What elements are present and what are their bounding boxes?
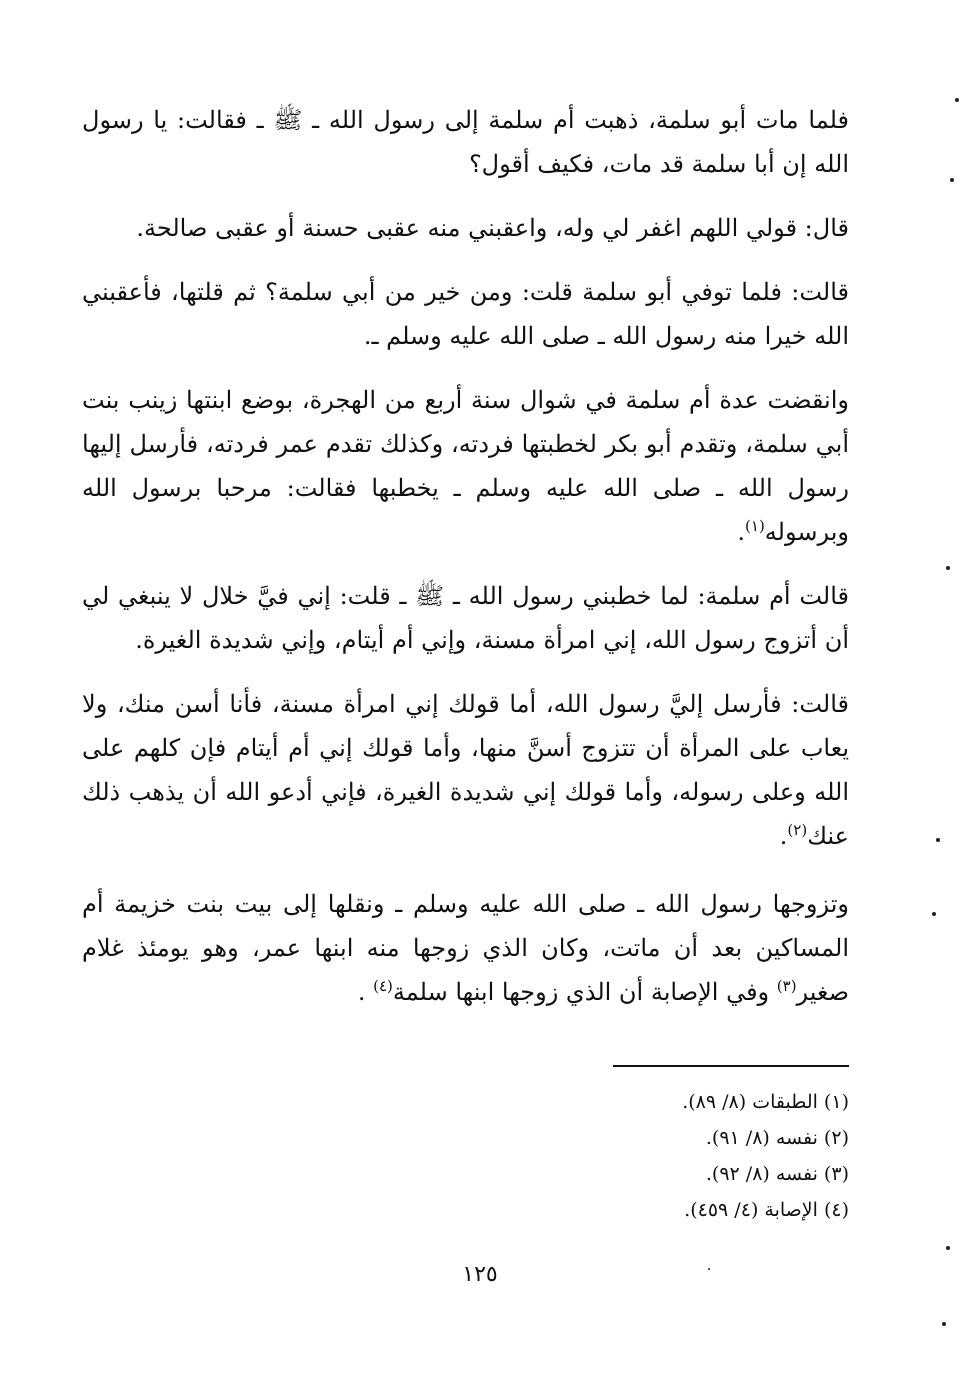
- footnote: (٤) الإصابة (٤/ ٤٥٩).: [684, 1199, 849, 1221]
- paragraph: [82, 882, 849, 1014]
- paragraph-end: .: [779, 822, 788, 850]
- scan-speck: [936, 838, 940, 842]
- main-text: [82, 98, 849, 1034]
- paragraph: [82, 682, 849, 858]
- paragraph-text: قالت: فأرسل إليَّ رسول الله، أما قولك إني امرأة مسنة، فأنا أسن منك، ولا يعاب على المرأة أن تتزوج أسنَّ منها، وأما قولك إني أم أيتام فإن كلهم على الله وعلى رسوله، وأما قولك إني شديدة الغيرة، فإني أدعو الله أن يذهب ذلك عنك: [82, 690, 849, 850]
- paragraph-end: .: [357, 978, 374, 1006]
- footnote: (٢) نفسه (٨/ ٩١).: [705, 1127, 849, 1149]
- scan-speck: [946, 566, 950, 570]
- footnotes: [449, 1084, 849, 1228]
- footnote-marker: (١): [745, 517, 765, 535]
- paragraph-text: وتزوجها رسول الله ـ صلى الله عليه وسلم ـ ونقلها إلى بيت بنت خزيمة أم المساكين بعد أن ماتت، وكان الذي زوجها منه ابنها عمر، وهو يومئذ غلام صغير: [82, 890, 849, 1006]
- footnote: (٣) نفسه (٨/ ٩٢).: [705, 1163, 849, 1185]
- footnote-marker: (٣): [776, 977, 797, 995]
- paragraph: فلما مات أبو سلمة، ذهبت أم سلمة إلى رسول الله ـ ﷺ ـ فقالت: يا رسول الله إن أبا سلمة قد مات، فكيف أقول؟: [82, 106, 849, 178]
- scan-speck: [950, 178, 954, 182]
- paragraph: [82, 378, 849, 554]
- paragraph: قالت: فلما توفي أبو سلمة قلت: ومن خير من أبي سلمة؟ ثم قلتها، فأعقبني الله خيرا منه رسول الله ـ صلى الله عليه وسلم ـ.: [82, 278, 849, 350]
- scan-speck: [946, 1246, 950, 1250]
- footnote: (١) الطبقات (٨/ ٨٩).: [682, 1091, 849, 1113]
- footnote-marker: (٤): [373, 977, 393, 995]
- scan-speck: [942, 1322, 946, 1326]
- paragraph-end: .: [737, 518, 746, 546]
- paragraph-text: وفي الإصابة أن الذي زوجها ابنها سلمة: [392, 978, 777, 1006]
- paragraph: قال: قولي اللهم اغفر لي وله، واعقبني منه عقبى حسنة أو عقبى صالحة.: [136, 214, 849, 242]
- page-number: ١٢٥: [462, 1262, 498, 1287]
- scan-speck: [955, 98, 959, 102]
- paragraph: قالت أم سلمة: لما خطبني رسول الله ـ ﷺ ـ قلت: إني فيَّ خلال لا ينبغي لي أن أتزوج رسول الله، إني امرأة مسنة، وإني أم أيتام، وإني شديدة الغيرة.: [82, 582, 849, 654]
- footnote-marker: (٢): [787, 821, 808, 839]
- scan-speck: [932, 912, 936, 916]
- paragraph-text: وانقضت عدة أم سلمة في شوال سنة أربع من الهجرة، بوضع ابنتها زينب بنت أبي سلمة، وتقدم أبو بكر لخطبتها فردته، وكذلك تقدم عمر فردته، فأرسل إليها رسول الله ـ صلى الله عليه وسلم ـ يخطبها فقالت: مرحبا برسول الله وبرسوله: [82, 386, 849, 546]
- footnote-divider: [613, 1065, 849, 1067]
- scan-speck: [708, 1268, 710, 1270]
